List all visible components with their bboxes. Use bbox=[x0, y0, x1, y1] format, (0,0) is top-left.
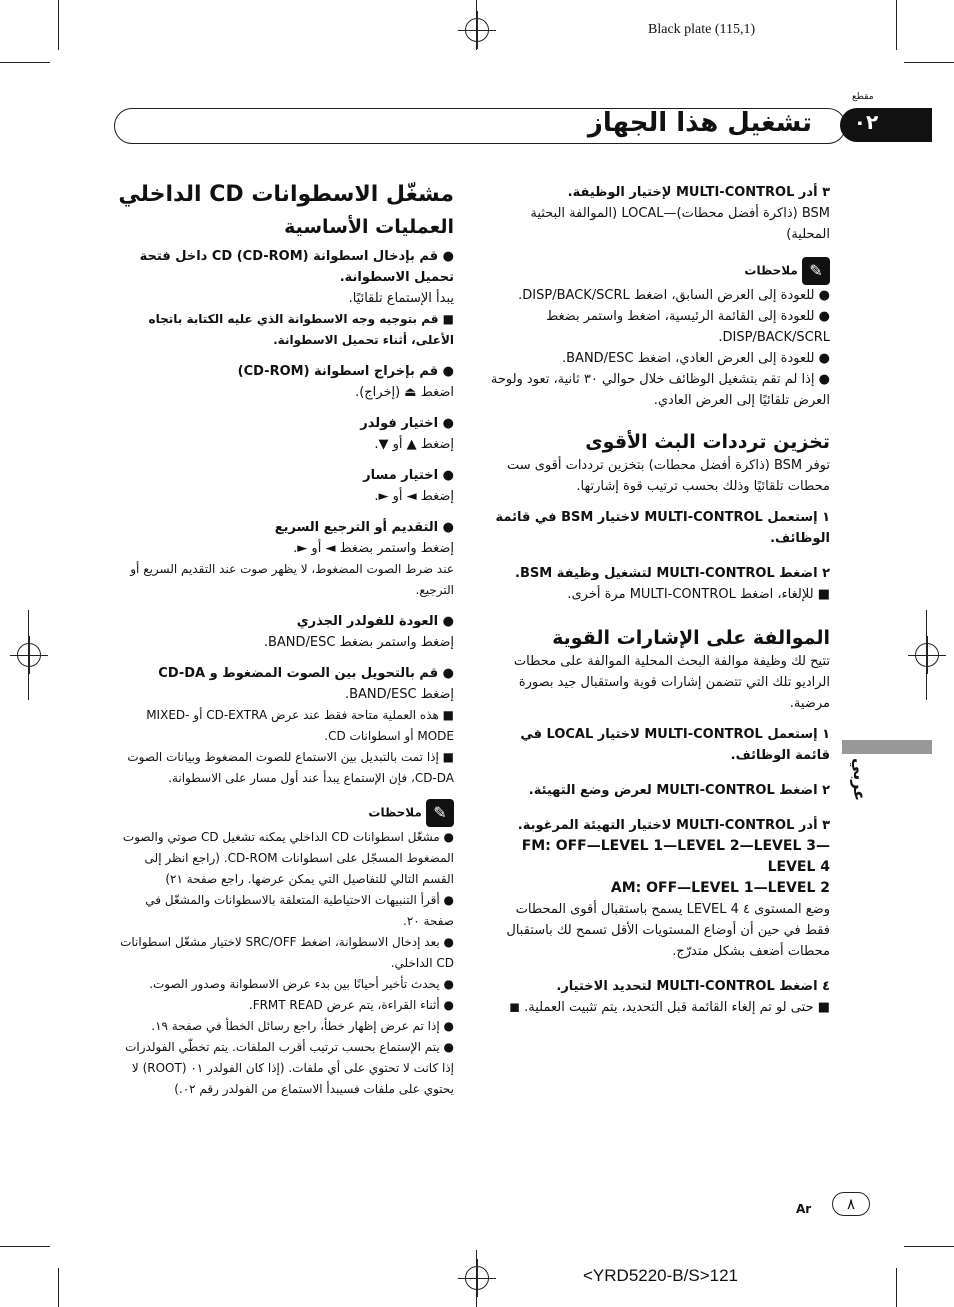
pencil-icon: ✎ bbox=[802, 257, 830, 285]
level-list-fm: FM: OFF—LEVEL 1—LEVEL 2—LEVEL 3—LEVEL 4 bbox=[521, 838, 830, 875]
item-detail: ■ قم بتوجيه وجه الاسطوانة الذي عليه الكتابة باتجاه الأعلى، أثناء تحميل الاسطوانة. bbox=[148, 312, 454, 347]
crop-mark bbox=[896, 1268, 897, 1307]
item-detail: إضغط واستمر بضغط ◄ أو ►. bbox=[293, 541, 454, 556]
notes-header bbox=[488, 257, 830, 285]
item-heading: ● التقديم أو الترجيع السريع bbox=[274, 520, 454, 535]
crop-mark bbox=[28, 610, 29, 700]
crop-mark bbox=[58, 0, 59, 50]
footer-code: <YRD5220-B/S>121 bbox=[583, 1266, 738, 1285]
crop-mark bbox=[0, 62, 50, 63]
crop-mark bbox=[904, 62, 954, 63]
note-item: ● أثناء القراءة، يتم عرض FRMT READ. bbox=[248, 998, 454, 1012]
item-heading: ● اختيار مسار bbox=[363, 468, 454, 483]
crop-mark bbox=[58, 1268, 59, 1307]
note-item: ● يحدث تأخير أحيانًا بين بدء عرض الاسطوانة وصدور الصوت. bbox=[149, 977, 454, 991]
item-detail: يبدأ الإستماع تلقائيًا. bbox=[348, 291, 454, 306]
note-item: ● للعودة إلى العرض السابق، اضغط DISP/BACK/SCRL. bbox=[518, 288, 830, 303]
paragraph: وضع المستوى ٤ LEVEL 4 يسمح باستقبال أقوى المحطات فقط في حين أن أوضاع المستويات الأقل تسمح لك باستقبال محطات أضعف بشكل متدرّج. bbox=[506, 902, 830, 959]
section-heading: تخزين ترددات البث الأقوى bbox=[585, 431, 830, 453]
paragraph: تتيح لك وظيفة موالفة البحث المحلية الموالفة على محطات الراديو تلك التي تتضمن إشارات قوية واستقبال جيد بصورة مرضية. bbox=[513, 654, 830, 711]
level-list-am: AM: OFF—LEVEL 1—LEVEL 2 bbox=[610, 880, 830, 896]
note-item: ● إذا لم تقم بتشغيل الوظائف خلال حوالي ٣٠ ثانية، تعود ولوحة العرض تلقائيًا إلى العرض العادي. bbox=[490, 372, 830, 408]
side-tab bbox=[842, 740, 932, 754]
item-heading: ● قم بالتحويل بين الصوت المضغوط و CD-DA bbox=[158, 666, 454, 681]
item-heading: ● العودة للفولدر الجذري bbox=[296, 614, 454, 629]
item-detail: عند ضرط الصوت المضغوط، لا يظهر صوت عند التقديم السريع أو الترجيع. bbox=[130, 562, 454, 597]
section-heading: الموالفة على الإشارات القوية bbox=[552, 627, 830, 649]
step-text: ٢ اضغط MULTI-CONTROL لعرض وضع التهيئة. bbox=[528, 783, 830, 798]
paragraph: توفر BSM (ذاكرة أفضل محطات) بتخزين ترددات أقوى ست محطات تلقائيًا وذلك بحسب ترتيب قوة إشارتها. bbox=[506, 458, 830, 494]
section-heading: مشغّل الاسطوانات CD الداخلي bbox=[118, 182, 454, 207]
crop-mark bbox=[0, 1246, 50, 1247]
section-number: ٠٢ bbox=[853, 110, 879, 134]
plate-label: Black plate (115,1) bbox=[648, 22, 756, 37]
note-item: ● للعودة إلى القائمة الرئيسية، اضغط واستمر بضغط DISP/BACK/SCRL. bbox=[546, 309, 830, 345]
note-item: ● للعودة إلى العرض العادي، اضغط BAND/ESC. bbox=[562, 351, 830, 366]
step-note: ■ حتى لو تم إلغاء القائمة قبل التحديد، يتم تثبيت العملية. ◼ bbox=[509, 1000, 830, 1015]
item-heading: ● قم بإدخال اسطوانة CD (CD-ROM) داخل فتحة تحميل الاسطوانة. bbox=[139, 249, 454, 285]
item-detail: ■ هذه العملية متاحة فقط عند عرض CD-EXTRA أو MIXED-MODE أو اسطوانات CD. bbox=[146, 708, 454, 743]
item-heading: ● اختيار فولدر bbox=[360, 416, 454, 431]
item-detail: إضغط ▲ أو ▼. bbox=[374, 437, 454, 452]
item-heading: ● قم بإخراج اسطوانة (CD-ROM) bbox=[237, 364, 454, 379]
registration-mark bbox=[915, 643, 939, 667]
step-text: ١ إستعمل MULTI-CONTROL لاختيار BSM في قائمة الوظائف. bbox=[495, 510, 830, 546]
note-item: ● بعد إدخال الاسطوانة، اضغط SRC/OFF لاختيار مشغّل اسطوانات CD الداخلي. bbox=[120, 935, 454, 970]
item-detail: إضغط واستمر بضغط BAND/ESC. bbox=[263, 635, 454, 650]
note-item: ● مشغّل اسطوانات CD الداخلي يمكنه تشغيل CD صوتي والصوت المضغوط المسجّل على اسطوانات CD-ROM. (راجع انظر إلى القسم التالي للتفاصيل التي يمكن عرضها. راجع صفحة ٢١) bbox=[122, 830, 454, 886]
right-column bbox=[488, 182, 830, 1018]
registration-mark bbox=[465, 1266, 489, 1290]
section-label: مقطع bbox=[852, 92, 874, 102]
item-detail: ■ إذا تمت بالتبديل بين الاستماع للصوت المضغوط وبيانات الصوت CD-DA، فإن الإستماع يبدأ عند أول مسار على الاسطوانة. bbox=[127, 750, 454, 785]
language-code: Ar bbox=[796, 1202, 812, 1216]
item-detail: إضغط BAND/ESC. bbox=[344, 687, 454, 702]
step-text: ٣ أدر MULTI-CONTROL لاختيار التهيئة المرغوبة. bbox=[517, 818, 830, 833]
step-note: ■ للإلغاء، اضغط MULTI-CONTROL مرة أخرى. bbox=[567, 587, 830, 602]
step-text: ٤ اضغط MULTI-CONTROL لتحديد الاختيار. bbox=[556, 979, 830, 994]
step-text: ٣ أدر MULTI-CONTROL لإختيار الوظيفة. bbox=[567, 185, 830, 200]
section-subheading: العمليات الأساسية bbox=[284, 216, 454, 238]
pencil-icon: ✎ bbox=[426, 799, 454, 827]
side-language-label: عربي bbox=[850, 758, 869, 802]
crop-mark bbox=[904, 1246, 954, 1247]
crop-mark bbox=[926, 610, 927, 700]
crop-mark bbox=[896, 0, 897, 50]
registration-mark bbox=[17, 643, 41, 667]
page-title: تشغيل هذا الجهاز bbox=[587, 108, 812, 138]
registration-mark bbox=[465, 18, 489, 42]
step-text: ١ إستعمل MULTI-CONTROL لاختيار LOCAL في قائمة الوظائف. bbox=[520, 727, 830, 763]
crop-mark bbox=[476, 1250, 477, 1307]
note-item: ● يتم الإستماع بحسب ترتيب أقرب الملفات. يتم تخطّي الفولدرات إذا كانت لا تحتوي على أي ملفات. (إذا كان الفولدر ٠١ (ROOT) لا يحتوي على ملفات فسيبدأ الاستماع من الفولدر رقم ٠٢.) bbox=[125, 1040, 454, 1096]
page-number: ٨ bbox=[832, 1192, 870, 1216]
notes-title: ملاحظات bbox=[368, 805, 422, 820]
item-detail: إضغط ◄ أو ►. bbox=[374, 489, 454, 504]
note-item: ● أقرأ التنبيهات الاحتياطية المتعلقة بالاسطوانات والمشغّل في صفحة ٢٠. bbox=[145, 893, 454, 928]
note-item: ● إذا تم عرض إظهار خطأ، راجع رسائل الخطأ في صفحة ١٩. bbox=[151, 1019, 454, 1033]
item-detail: اضغط ⏏ (إخراج). bbox=[355, 385, 454, 400]
notes-header bbox=[112, 799, 454, 827]
notes-title: ملاحظات bbox=[744, 263, 798, 278]
left-column bbox=[112, 180, 454, 1100]
step-text: ٢ اضغط MULTI-CONTROL لتشغيل وظيفة BSM. bbox=[515, 566, 830, 581]
step-detail: BSM (ذاكرة أفضل محطات)—LOCAL (الموالفة البحثية المحلية) bbox=[530, 206, 830, 242]
